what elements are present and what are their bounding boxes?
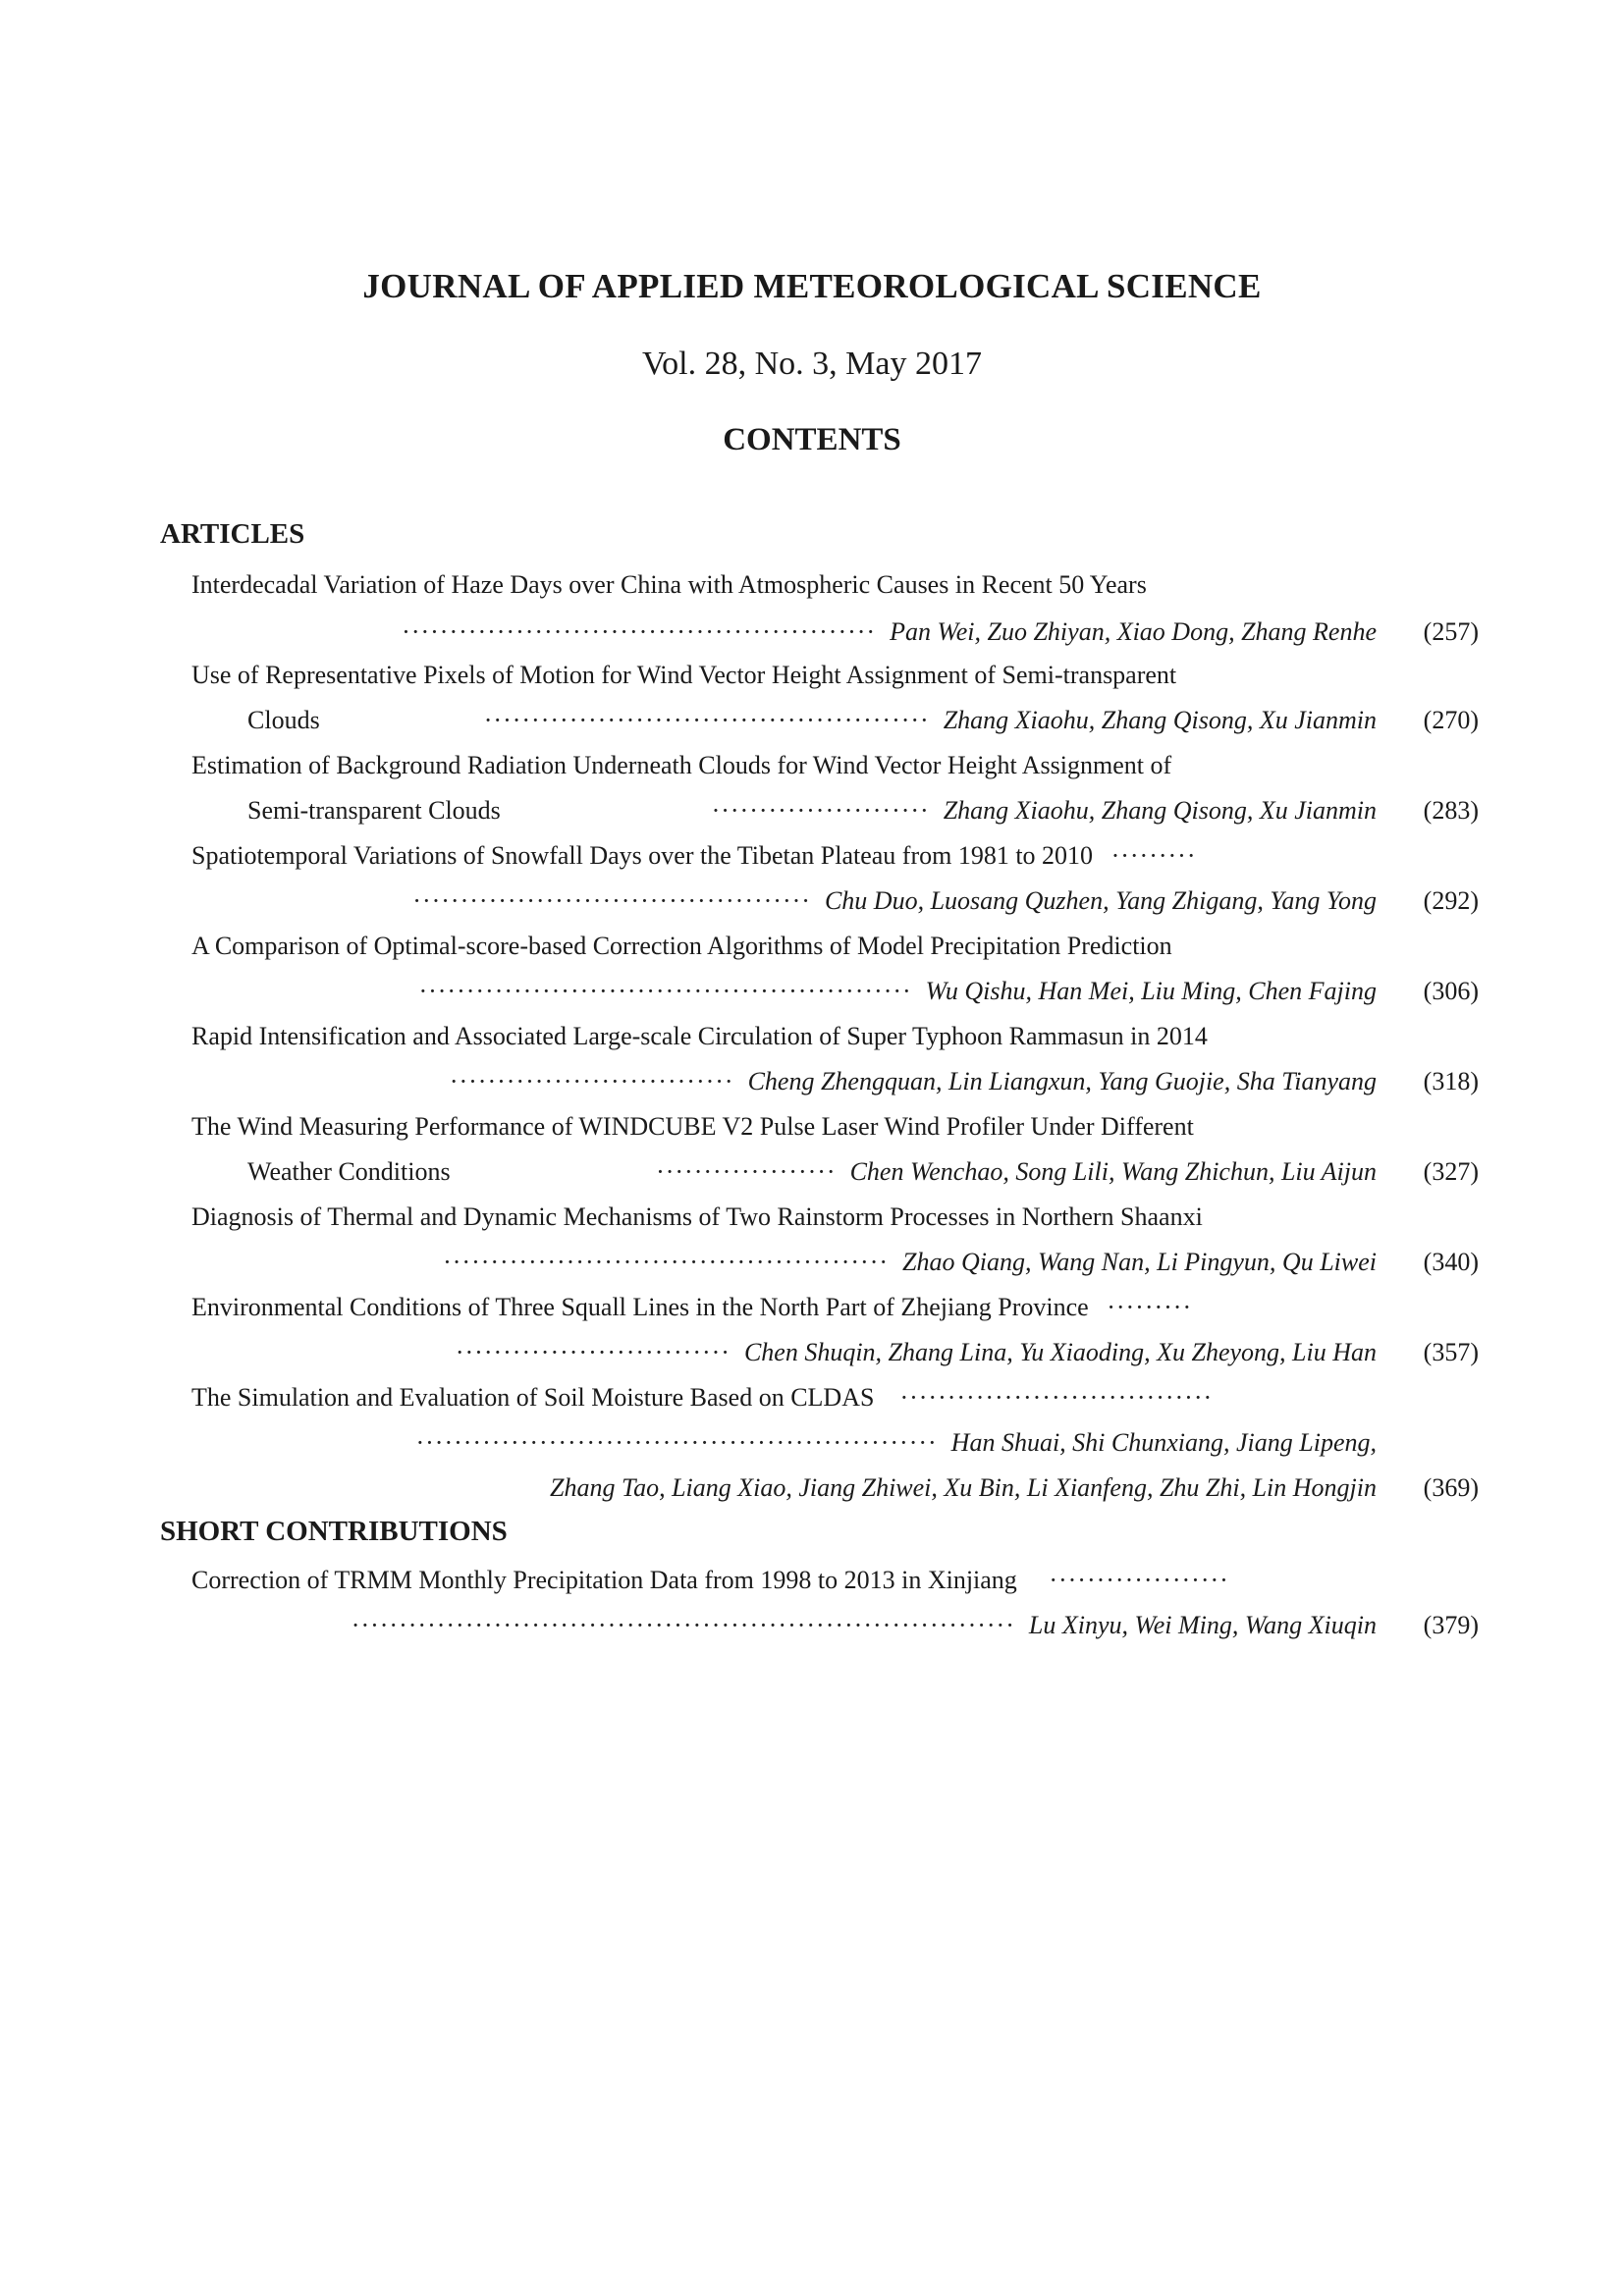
- article-title-text: Spatiotemporal Variations of Snowfall Days over the Tibetan Plateau from 1981 to 2010: [191, 841, 1094, 870]
- article-title[interactable]: Use of Representative Pixels of Motion for Wind Vector Height Assignment of Semi-transparent: [191, 661, 1177, 689]
- article-authors-line: [247, 1423, 1377, 1463]
- article-title-continued[interactable]: Weather Conditions: [247, 1157, 451, 1186]
- article-authors: Cheng Zhengquan, Lin Liangxun, Yang Guojie, Sha Tianyang: [747, 1067, 1377, 1095]
- issue-line: Vol. 28, No. 3, May 2017: [642, 346, 982, 382]
- dot-leader: ···············································: [483, 706, 930, 734]
- dot-leader: ··········································: [412, 886, 811, 915]
- article-title-text: Environmental Conditions of Three Squall Lines in the North Part of Zhejiang Province: [191, 1293, 1089, 1321]
- article-title[interactable]: [191, 836, 1211, 876]
- article-authors: Zhang Xiaohu, Zhang Qisong, Xu Jianmin: [943, 706, 1377, 734]
- dot-leader: ··················································: [402, 617, 877, 646]
- page-number[interactable]: (357): [1423, 1338, 1479, 1366]
- dot-leader: ·····························: [455, 1338, 731, 1366]
- article-authors-line: [247, 613, 1377, 652]
- dot-leader: ···················: [656, 1157, 837, 1186]
- article-title[interactable]: Interdecadal Variation of Haze Days over China with Atmospheric Causes in Recent 50 Years: [191, 570, 1147, 599]
- article-authors-line: [569, 791, 1377, 830]
- journal-title: JOURNAL OF APPLIED METEOROLOGICAL SCIENCE: [362, 267, 1262, 305]
- dot-leader: ····················································: [418, 977, 912, 1005]
- article-authors-line: [247, 1606, 1377, 1645]
- article-authors-line: [247, 1243, 1377, 1282]
- section-heading-articles: ARTICLES: [160, 518, 305, 550]
- page-number[interactable]: (379): [1423, 1611, 1479, 1639]
- article-authors-line: [247, 1333, 1377, 1372]
- article-authors: Wu Qishu, Han Mei, Liu Ming, Chen Fajing: [925, 977, 1377, 1005]
- dot-leader: ·········: [1107, 1293, 1193, 1321]
- page-number[interactable]: (257): [1423, 617, 1479, 646]
- page-number[interactable]: (340): [1423, 1248, 1479, 1276]
- article-title[interactable]: [191, 1378, 1380, 1417]
- article-title[interactable]: [191, 1288, 1206, 1327]
- article-title-continued[interactable]: Semi-transparent Clouds: [247, 796, 501, 825]
- article-title-continued[interactable]: Clouds: [247, 706, 320, 734]
- article-authors: Pan Wei, Zuo Zhiyan, Xiao Dong, Zhang Renhe: [890, 617, 1377, 646]
- article-authors-line: [247, 1062, 1377, 1101]
- page-number[interactable]: (306): [1423, 977, 1479, 1005]
- article-authors: Han Shuai, Shi Chunxiang, Jiang Lipeng,: [950, 1428, 1377, 1457]
- dot-leader: ·······················: [711, 796, 930, 825]
- article-authors: Zhao Qiang, Wang Nan, Li Pingyun, Qu Liwei: [902, 1248, 1377, 1276]
- article-title[interactable]: [191, 1561, 1243, 1600]
- contents-heading: CONTENTS: [723, 422, 901, 457]
- article-authors-line: [247, 1468, 1377, 1508]
- page-number[interactable]: (318): [1423, 1067, 1479, 1095]
- dot-leader: ·································: [899, 1383, 1214, 1412]
- article-authors: Lu Xinyu, Wei Ming, Wang Xiuqin: [1028, 1611, 1377, 1639]
- article-authors-line: [247, 972, 1377, 1011]
- dot-leader: ···················: [1049, 1566, 1229, 1594]
- article-title[interactable]: A Comparison of Optimal-score-based Correction Algorithms of Model Precipitation Prediction: [191, 932, 1172, 960]
- article-authors-line: [353, 701, 1377, 740]
- article-title[interactable]: Rapid Intensification and Associated Large-scale Circulation of Super Typhoon Rammasun in 2014: [191, 1022, 1208, 1050]
- article-authors: Zhang Xiaohu, Zhang Qisong, Xu Jianmin: [943, 796, 1377, 825]
- article-authors: Chu Duo, Luosang Quzhen, Yang Zhigang, Yang Yong: [824, 886, 1377, 915]
- dot-leader: ······························: [449, 1067, 734, 1095]
- article-authors: Zhang Tao, Liang Xiao, Jiang Zhiwei, Xu Bin, Li Xianfeng, Zhu Zhi, Lin Hongjin: [550, 1473, 1377, 1502]
- article-title-text: Correction of TRMM Monthly Precipitation Data from 1998 to 2013 in Xinjiang: [191, 1566, 1017, 1594]
- page-number[interactable]: (292): [1423, 886, 1479, 915]
- section-heading-short-contributions: SHORT CONTRIBUTIONS: [160, 1516, 508, 1547]
- page-number[interactable]: (327): [1423, 1157, 1479, 1186]
- page-number[interactable]: (369): [1423, 1473, 1479, 1502]
- page-number[interactable]: (270): [1423, 706, 1479, 734]
- article-authors: Chen Shuqin, Zhang Lina, Yu Xiaoding, Xu Zheyong, Liu Han: [743, 1338, 1377, 1366]
- article-title[interactable]: Diagnosis of Thermal and Dynamic Mechanisms of Two Rainstorm Processes in Northern Shaanxi: [191, 1202, 1203, 1231]
- article-title[interactable]: The Wind Measuring Performance of WINDCUBE V2 Pulse Laser Wind Profiler Under Different: [191, 1112, 1194, 1141]
- page-number[interactable]: (283): [1423, 796, 1479, 825]
- dot-leader: ·········: [1110, 841, 1197, 870]
- article-title-text: The Simulation and Evaluation of Soil Moisture Based on CLDAS: [191, 1383, 875, 1412]
- dot-leader: ······································································: [351, 1611, 1015, 1639]
- article-title[interactable]: Estimation of Background Radiation Underneath Clouds for Wind Vector Height Assignment of: [191, 751, 1172, 779]
- dot-leader: ·······················································: [415, 1428, 938, 1457]
- article-authors: Chen Wenchao, Song Lili, Wang Zhichun, Liu Aijun: [849, 1157, 1377, 1186]
- article-authors-line: [491, 1152, 1377, 1192]
- article-authors-line: [247, 881, 1377, 921]
- dot-leader: ···············································: [443, 1248, 890, 1276]
